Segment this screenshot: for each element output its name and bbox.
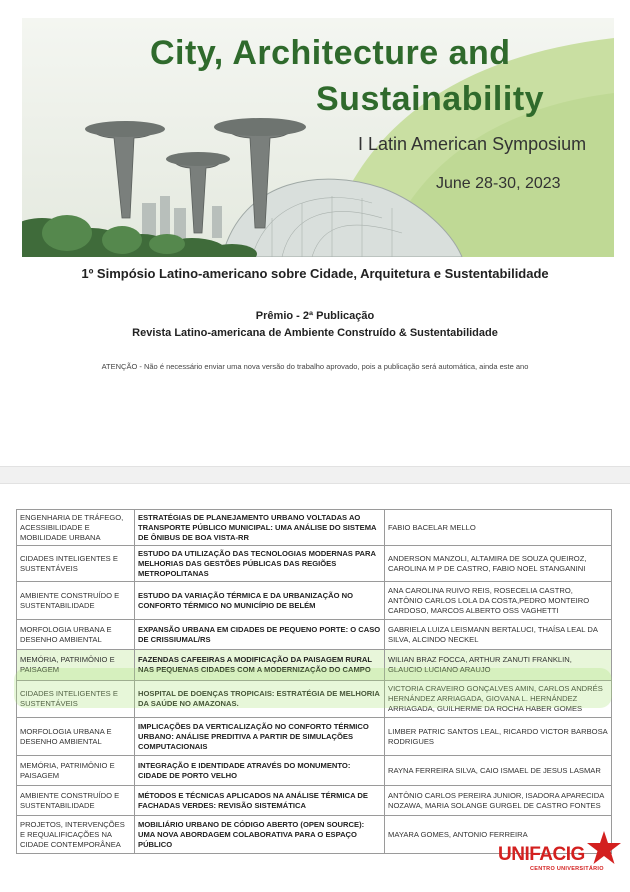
- table-row: [17, 510, 612, 546]
- row-authors: ANA CAROLINA RUIVO REIS, ROSECELIA CASTRO, ANTÔNIO CARLOS LOLA DA COSTA,PEDRO MONTEIRO CARDOSO, MARCOS ALBERTO OSS VAGHETTI: [385, 582, 612, 620]
- row-authors: FABIO BACELAR MELLO: [385, 510, 612, 546]
- row-authors: MAYARA GOMES, ANTONIO FERREIRA: [385, 816, 612, 854]
- papers-table-body: [17, 510, 612, 854]
- row-authors: ANTÔNIO CARLOS PEREIRA JUNIOR, ISADORA APARECIDA NOZAWA, MARIA SOLANGE GURGEL DE CASTRO FONTES: [385, 786, 612, 816]
- row-area: AMBIENTE CONSTRUÍDO E SUSTENTABILIDADE: [17, 582, 135, 620]
- row-area: AMBIENTE CONSTRUÍDO E SUSTENTABILIDADE: [17, 786, 135, 816]
- row-authors: ANDERSON MANZOLI, ALTAMIRA DE SOUZA QUEIROZ, CAROLINA M P DE CASTRO, FABIO NOEL STANGANINI: [385, 546, 612, 582]
- row-title: MOBILIÁRIO URBANO DE CÓDIGO ABERTO (OPEN SOURCE): UMA NOVA ABORDAGEM COLABORATIVA PARA O ESPAÇO PÚBLICO: [135, 816, 385, 854]
- row-title: MÉTODOS E TÉCNICAS APLICADOS NA ANÁLISE TÉRMICA DE FACHADAS VERDES: REVISÃO SISTEMÁTICA: [135, 786, 385, 816]
- row-area: MORFOLOGIA URBANA E DESENHO AMBIENTAL: [17, 620, 135, 650]
- row-authors: RAYNA FERREIRA SILVA, CAIO ISMAEL DE JESUS LASMAR: [385, 756, 612, 786]
- row-title: ESTUDO DA VARIAÇÃO TÉRMICA E DA URBANIZAÇÃO NO CONFORTO TÉRMICO NO MUNICÍPIO DE BELÉM: [135, 582, 385, 620]
- row-authors: VICTORIA CRAVEIRO GONÇALVES AMIN, CARLOS ANDRÉS HERNÁNDEZ ARRIAGADA, GIOVANA L. HERNÁNDEZ ARRIAGADA, GUILHERME DA ROCHA HABER GOMES: [385, 681, 612, 718]
- table-row: [17, 620, 612, 650]
- papers-table: [16, 509, 612, 854]
- table-row: [17, 756, 612, 786]
- row-area: CIDADES INTELIGENTES E SUSTENTÁVEIS: [17, 681, 135, 718]
- row-area: PROJETOS, INTERVENÇÕES E REQUALIFICAÇÕES NA CIDADE CONTEMPORÂNEA: [17, 816, 135, 854]
- row-authors: GABRIELA LUIZA LEISMANN BERTALUCI, THAÍSA LEAL DA SILVA, ALCINDO NECKEL: [385, 620, 612, 650]
- notice-text: ATENÇÃO - Não é necessário enviar uma nova versão do trabalho aprovado, pois a publicação será automática, ainda este ano: [101, 362, 529, 371]
- logo-tagline: CENTRO UNIVERSITÁRIO: [530, 866, 604, 872]
- award-line1: Prêmio - 2ª Publicação: [255, 310, 375, 322]
- unifacig-logo: [498, 830, 626, 888]
- logo-uni: UNI: [498, 844, 530, 865]
- table-row: [17, 582, 612, 620]
- row-authors: WILIAN BRAZ FOCCA, ARTHUR ZANUTI FRANKLIN, GLAUCIO LUCIANO ARAUJO: [385, 650, 612, 681]
- symposium-banner: [22, 18, 614, 257]
- row-title: FAZENDAS CAFEEIRAS A MODIFICAÇÃO DA PAISAGEM RURAL NAS PEQUENAS CIDADES COM A MODERNIZAÇÃO DO CAMPO: [135, 650, 385, 681]
- banner-title-line2: Sustainability: [316, 80, 545, 118]
- star-icon: [586, 830, 622, 866]
- award-line2: Revista Latino-americana de Ambiente Construído & Sustentabilidade: [132, 327, 498, 339]
- logo-facig: FACIG: [529, 844, 585, 865]
- table-row: [17, 681, 612, 718]
- row-area: MEMÓRIA, PATRIMÔNIO E PAISAGEM: [17, 650, 135, 681]
- row-title: ESTRATÉGIAS DE PLANEJAMENTO URBANO VOLTADAS AO TRANSPORTE PÚBLICO MUNICIPAL: UMA ANÁLISE DO SISTEMA DE ÔNIBUS DE BOA VISTA-RR: [135, 510, 385, 546]
- row-title: EXPANSÃO URBANA EM CIDADES DE PEQUENO PORTE: O CASO DE CRISSIUMAL/RS: [135, 620, 385, 650]
- award-block: [0, 308, 630, 342]
- page-heading: 1º Simpósio Latino-americano sobre Cidade, Arquitetura e Sustentabilidade: [81, 266, 549, 281]
- row-title: ESTUDO DA UTILIZAÇÃO DAS TECNOLOGIAS MODERNAS PARA MELHORIAS DAS GESTÕES PÚBLICAS DAS REGIÕES METROPOLITANAS: [135, 546, 385, 582]
- page-divider: [0, 466, 630, 484]
- banner-title-line1: City, Architecture and: [150, 34, 511, 72]
- row-area: MEMÓRIA, PATRIMÔNIO E PAISAGEM: [17, 756, 135, 786]
- row-authors: LIMBER PATRIC SANTOS LEAL, RICARDO VICTOR BARBOSA RODRIGUES: [385, 718, 612, 756]
- table-row: [17, 718, 612, 756]
- row-title: INTEGRAÇÃO E IDENTIDADE ATRAVÉS DO MONUMENTO: CIDADE DE PORTO VELHO: [135, 756, 385, 786]
- table-row: [17, 786, 612, 816]
- table-row: [17, 650, 612, 681]
- row-area: MORFOLOGIA URBANA E DESENHO AMBIENTAL: [17, 718, 135, 756]
- row-area: ENGENHARIA DE TRÁFEGO, ACESSIBILIDADE E MOBILIDADE URBANA: [17, 510, 135, 546]
- logo-wordmark: [498, 844, 585, 866]
- row-title: HOSPITAL DE DOENÇAS TROPICAIS: ESTRATÉGIA DE MELHORIA DA SAÚDE NO AMAZONAS.: [135, 681, 385, 718]
- row-title: IMPLICAÇÕES DA VERTICALIZAÇÃO NO CONFORTO TÉRMICO URBANO: ANÁLISE PREDITIVA A PARTIR DE SIMULAÇÕES COMPUTACIONAIS: [135, 718, 385, 756]
- banner-subtitle: I Latin American Symposium: [358, 134, 587, 154]
- row-area: CIDADES INTELIGENTES E SUSTENTÁVEIS: [17, 546, 135, 582]
- banner-date: June 28-30, 2023: [436, 175, 561, 192]
- table-row: [17, 546, 612, 582]
